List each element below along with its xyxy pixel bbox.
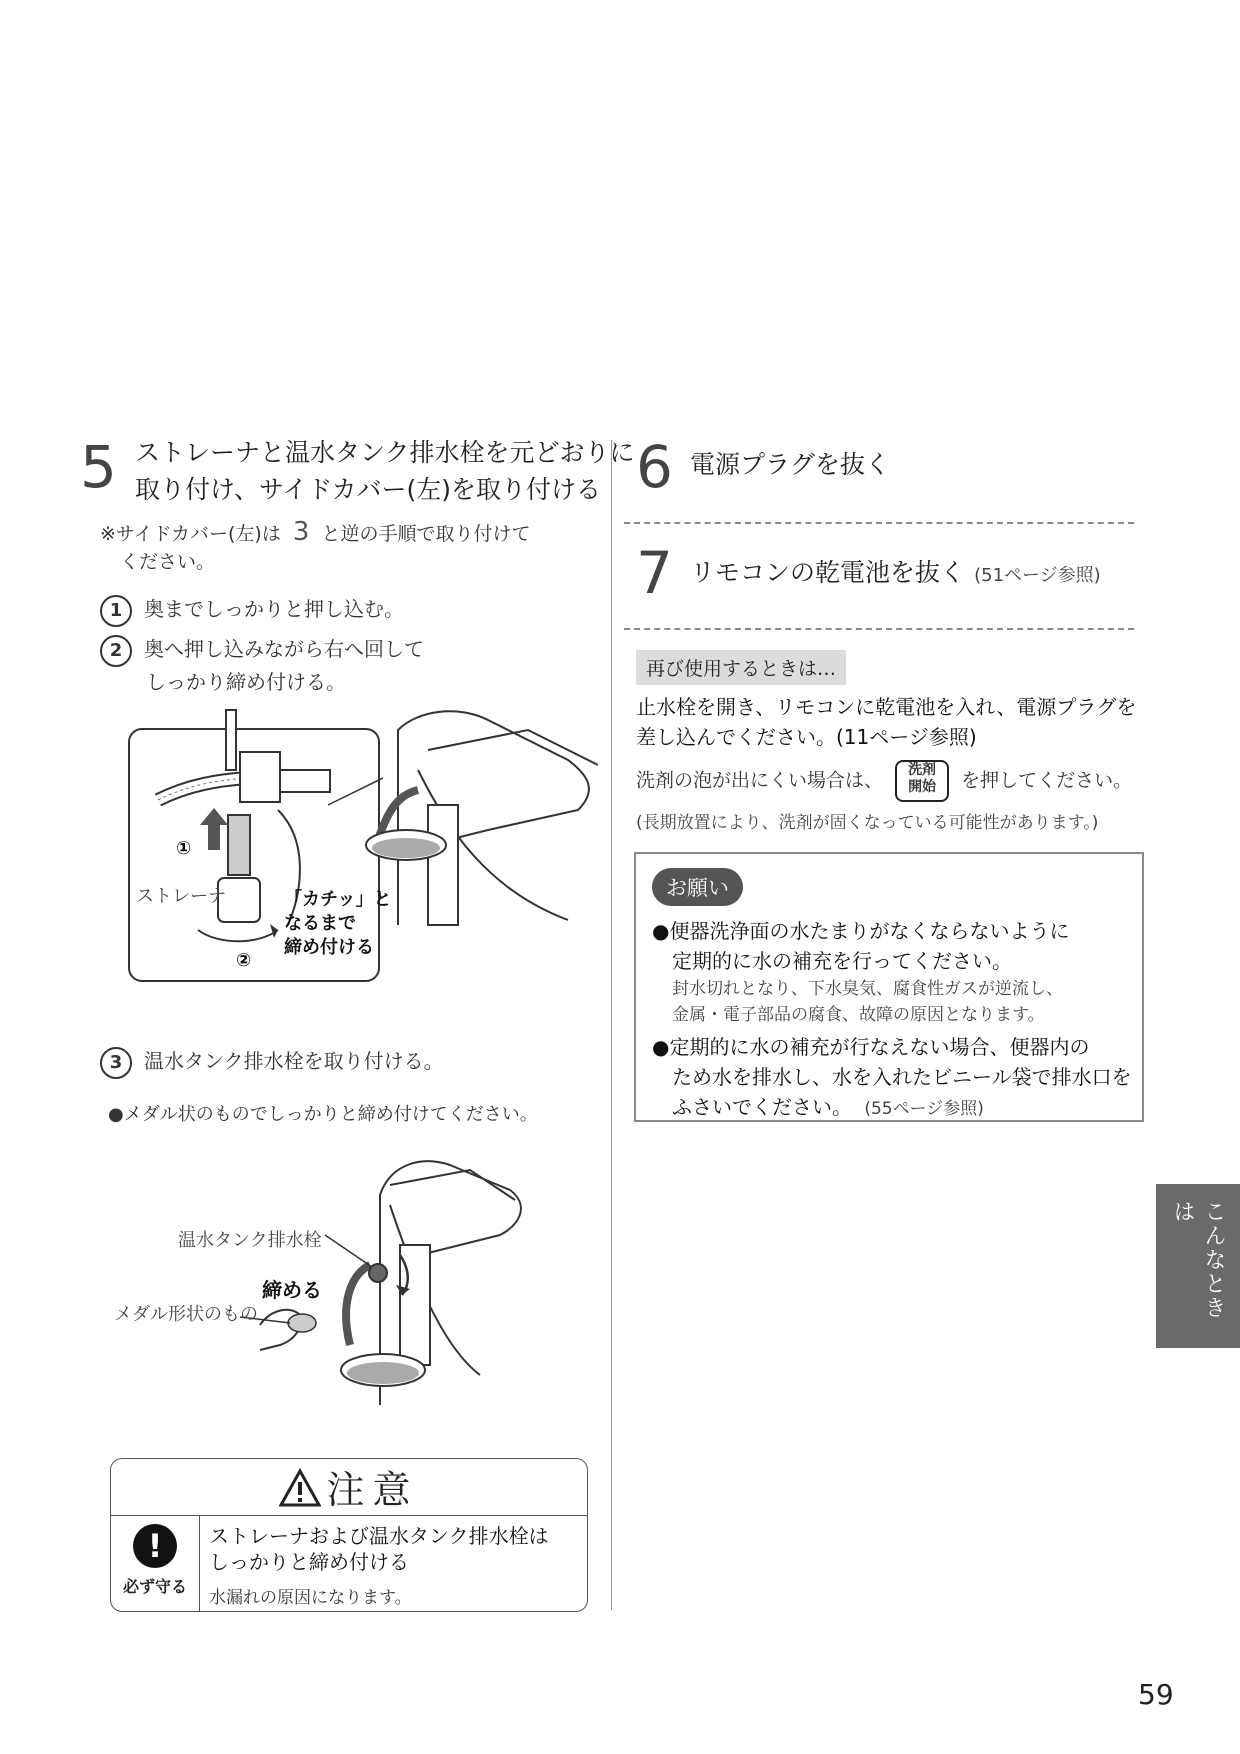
substep-1: 1 奥までしっかりと押し込む。 [100, 594, 404, 627]
wash-start-button-icon: 洗剤 開始 [895, 760, 949, 802]
divider-2 [624, 628, 1134, 630]
request-ref: (55ページ参照) [864, 1099, 984, 1119]
caution-detail: 水漏れの原因になります。 [209, 1588, 412, 1608]
step7-title: リモコンの乾電池を抜く [690, 558, 966, 587]
step6-number: 6 [636, 433, 673, 501]
request-item-1: ●便器洗浄面の水たまりがなくならないように 定期的に水の補充を行ってください。 [652, 919, 1070, 973]
exclamation-icon: ! [133, 1524, 177, 1568]
step5-note: ※サイドカバー(左)は 3 と逆の手順で取り付けて ください。 [100, 517, 531, 573]
substep-3: 3 温水タンク排水栓を取り付ける。 [100, 1046, 444, 1079]
page-number: 59 [1138, 1678, 1174, 1711]
caution-heading: ストレーナおよび温水タンク排水栓は しっかりと締め付ける [209, 1524, 549, 1574]
column-divider [611, 440, 612, 1610]
reuse-text: 止水栓を開き、リモコンに乾電池を入れ、電源プラグを 差し込んでください。(11ページ参照) [636, 695, 1137, 749]
must-observe-label: 必ず守る [122, 1577, 187, 1596]
side-tab [1156, 1184, 1240, 1348]
foam-row: 洗剤の泡が出にくい場合は、 洗剤 開始 を押してください。 [636, 760, 1132, 802]
step5-number: 5 [80, 433, 117, 501]
step7-ref: (51ページ参照) [974, 565, 1101, 586]
step5-title: ストレーナと温水タンク排水栓を元どおりに 取り付け、サイドカバー(左)を取り付ける [135, 438, 635, 504]
plug-label: 温水タンク排水栓 [178, 1230, 322, 1251]
reuse-note: (長期放置により、洗剤が固くなっている可能性があります。) [636, 813, 1099, 833]
caution-header [111, 1459, 587, 1516]
note-ref: 3 [292, 517, 310, 547]
substep-2: 2 奥へ押し込みながら右へ回して しっかり締め付ける。 [100, 634, 424, 697]
step7-title-row [690, 554, 1101, 591]
divider-1 [624, 522, 1134, 524]
arrow1-label: ① [176, 838, 192, 859]
caution-title: 注意 [326, 1468, 419, 1512]
medal-label: メダル形状のもの [114, 1304, 258, 1325]
request-item-2: ●定期的に水の補充が行なえない場合、便器内の ため水を排水し、水を入れたビニール袋で排水口を ふさいでください。 (55ページ参照) [652, 1035, 1132, 1119]
arrow2-label: ② [236, 950, 252, 971]
tighten-label: 締める [262, 1278, 322, 1302]
must-observe-cell [111, 1516, 200, 1611]
caution-box [110, 1458, 588, 1612]
request-box [634, 852, 1144, 1122]
warning-triangle-icon [279, 1468, 321, 1512]
strainer-label: ストレーナ [136, 886, 226, 907]
step7-number: 7 [636, 539, 673, 607]
request-item-1-note: 封水切れとなり、下水臭気、腐食性ガスが逆流し、 金属・電子部品の腐食、故障の原因となります。 [672, 979, 1063, 1025]
medal-note: ●メダル状のものでしっかりと締め付けてください。 [108, 1104, 538, 1125]
step6-title: 電源プラグを抜く [690, 450, 891, 479]
reuse-tag: 再び使用するときは… [636, 650, 846, 685]
request-pill: お願い [652, 868, 743, 906]
click-label: 「カチッ」と なるまで 締め付ける [284, 889, 392, 958]
side-tab-label: こんなときは [1170, 1200, 1226, 1320]
